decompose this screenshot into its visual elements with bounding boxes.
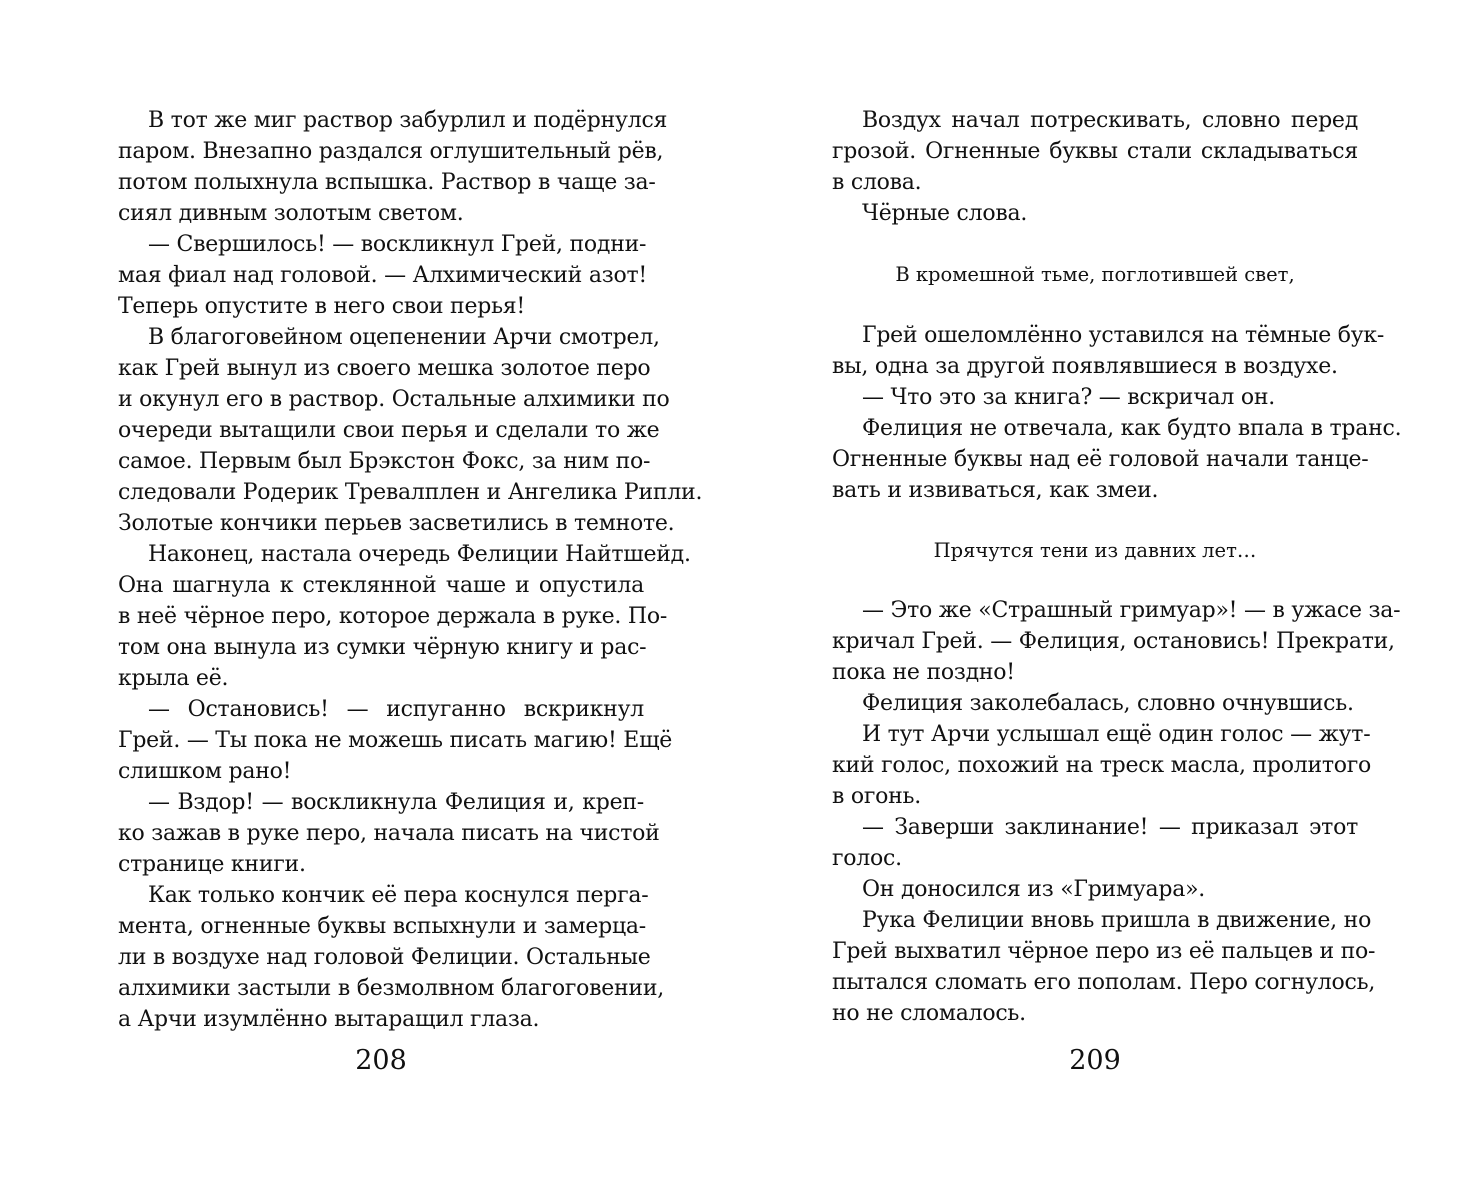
- text-line: — Свершилось! — воскликнул Грей, подни-: [148, 232, 647, 257]
- text-line: ко зажав в руке перо, начала писать на чистой: [118, 821, 660, 846]
- text-line: и окунул его в раствор. Остальные алхимики по: [118, 387, 670, 412]
- text-line: в огонь.: [832, 784, 922, 809]
- text-line: вать и извиваться, как змеи.: [832, 478, 1159, 503]
- text-line: — Это же «Страшный гримуар»! — в ужасе за-: [862, 598, 1401, 623]
- text-line: но не сломалось.: [832, 1001, 1026, 1026]
- text-line: Он доносился из «Гримуара».: [862, 877, 1206, 902]
- text-line: кричал Грей. — Фелиция, остановись! Прекрати,: [832, 629, 1395, 654]
- text-line: в слова.: [832, 170, 922, 195]
- left-page: [0, 0, 738, 1182]
- text-line: в неё чёрное перо, которое держала в руке. По-: [118, 604, 668, 629]
- text-line: — Остановись! — испуганно вскрикнул: [148, 697, 644, 722]
- text-line: потом полыхнула вспышка. Раствор в чаще за-: [118, 170, 656, 195]
- text-line: крыла её.: [118, 666, 229, 691]
- text-line: следовали Родерик Тревалплен и Ангелика Рипли.: [118, 480, 703, 505]
- text-line: Огненные буквы над её головой начали танце-: [832, 447, 1369, 472]
- text-line: Фелиция не отвечала, как будто впала в транс.: [862, 416, 1402, 441]
- text-line: Она шагнула к стеклянной чаше и опустила: [118, 573, 644, 598]
- text-line: Грей выхватил чёрное перо из её пальцев и по-: [832, 939, 1376, 964]
- text-line: пытался сломать его пополам. Перо согнулось,: [832, 970, 1376, 995]
- text-line: очереди вытащили свои перья и сделали то же: [118, 418, 660, 443]
- text-line: том она вынула из сумки чёрную книгу и рас-: [118, 635, 647, 660]
- page-number: 209: [1069, 1045, 1121, 1076]
- right-page: [738, 0, 1477, 1182]
- text-line: самое. Первым был Брэкстон Фокс, за ним по-: [118, 449, 651, 474]
- text-line: пока не поздно!: [832, 660, 1015, 685]
- text-line: паром. Внезапно раздался оглушительный рёв,: [118, 139, 664, 164]
- text-line: Чёрные слова.: [862, 201, 1028, 226]
- verse-line: В кромешной тьме, поглотившей свет,: [895, 263, 1295, 286]
- text-line: кий голос, похожий на треск масла, пролитого: [832, 753, 1372, 778]
- text-line: странице книги.: [118, 852, 306, 877]
- text-line: а Арчи изумлённо вытаращил глаза.: [118, 1007, 540, 1032]
- text-line: В тот же миг раствор забурлил и подёрнулся: [148, 108, 668, 133]
- text-line: слишком рано!: [118, 759, 292, 784]
- text-line: Грей. — Ты пока не можешь писать магию! Ещё: [118, 728, 673, 753]
- text-line: Фелиция заколебалась, словно очнувшись.: [862, 691, 1354, 716]
- page-number: 208: [355, 1045, 407, 1076]
- text-line: Рука Фелиции вновь пришла в движение, но: [862, 908, 1372, 933]
- text-line: мая фиал над головой. — Алхимический азот!: [118, 263, 647, 288]
- text-line: Как только кончик её пера коснулся перга-: [148, 883, 649, 908]
- text-line: как Грей вынул из своего мешка золотое перо: [118, 356, 651, 381]
- text-line: вы, одна за другой появлявшиеся в воздухе.: [832, 354, 1338, 379]
- text-line: алхимики застыли в безмолвном благоговении,: [118, 976, 664, 1001]
- text-line: Теперь опустите в него свои перья!: [118, 294, 526, 319]
- text-line: голос.: [832, 846, 902, 871]
- text-line: мента, огненные буквы вспыхнули и замерца-: [118, 914, 646, 939]
- text-line: Наконец, настала очередь Фелиции Найтшейд.: [148, 542, 691, 567]
- text-line: Воздух начал потрескивать, словно перед: [862, 108, 1358, 133]
- text-line: сиял дивным золотым светом.: [118, 201, 464, 226]
- text-line: — Заверши заклинание! — приказал этот: [862, 815, 1358, 840]
- verse-line: Прячутся тени из давних лет…: [933, 539, 1257, 562]
- text-line: И тут Арчи услышал ещё один голос — жут-: [862, 722, 1371, 747]
- text-line: — Что это за книга? — вскричал он.: [862, 385, 1275, 410]
- text-line: — Вздор! — воскликнула Фелиция и, креп-: [148, 790, 644, 815]
- text-line: ли в воздухе над головой Фелиции. Остальные: [118, 945, 651, 970]
- text-line: грозой. Огненные буквы стали складываться: [832, 139, 1358, 164]
- text-line: Грей ошеломлённо уставился на тёмные бук-: [862, 323, 1385, 348]
- text-line: Золотые кончики перьев засветились в темноте.: [118, 511, 675, 536]
- text-line: В благоговейном оцепенении Арчи смотрел,: [148, 325, 660, 350]
